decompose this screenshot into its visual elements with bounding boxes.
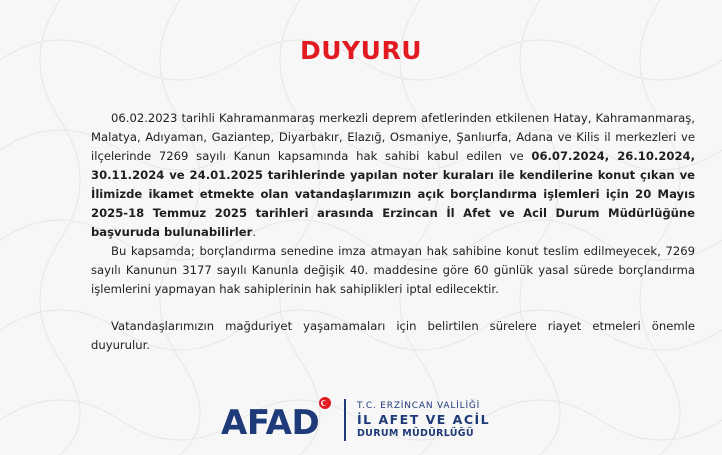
turkish-flag-icon [319,397,331,409]
paragraph-1-bold-details: 06.07.2024, 26.10.2024, 30.11.2024 ve 24.01.2025 tarihlerinde yapılan noter kuraları ile kendilerine konut çıkan ve İlimizde ikamet etmekte olan vatandaşlarımızın açık borçlandırma işlemleri için 20 Mayıs 2025-18 Temmuz 2025 tarihleri arasında Erzincan İl Afet ve Acil Durum Müdürlüğüne başvuruda bulunabilirler [91,149,695,239]
announcement-paragraph-2 [91,242,695,299]
paragraph-1-intro: 06.02.2023 tarihli Kahramanmaraş merkezli deprem afetlerinden etkilenen Hatay, Kahramanmaraş, Malatya, Adıyaman, Gaziantep, Diyarbakır, Elazığ, Osmaniye, Şanlıurfa, Adana ve Kilis il merkezleri ve ilçelerinde 7269 sayılı Kanun kapsamında hak sahibi kabul edilen ve [91,111,695,163]
paragraph-3-text: Vatandaşlarımızın mağduriyet yaşamamaları için belirtilen sürelere riayet etmeleri önemle duyurulur. [91,319,695,352]
announcement-title: DUYURU [299,36,422,65]
footer-signature [0,393,722,445]
institution-governorship: T.C. ERZİNCAN VALİLİĞİ [357,401,481,411]
announcement-paragraph-3 [91,317,695,355]
afad-logo-text: AFAD [221,403,320,443]
institution-name-line-1: İL AFET VE ACİL [357,412,491,427]
paragraph-1-end: . [252,225,257,239]
institution-name-line-2: DURUM MÜDÜRLÜĞÜ [357,428,474,439]
announcement-paragraph-1 [91,109,695,242]
afad-logo [221,397,333,441]
footer-divider [344,399,346,441]
paragraph-2-text: Bu kapsamda; borçlandırma senedine imza atmayan hak sahibine konut teslim edilmeyecek, 7269 sayılı Kanunun 3177 sayılı Kanunla değişik 40. maddesine göre 60 günlük yasal sürede borçlandırma işlemlerini yapmayan hak sahiplerinin hak sahiplikleri iptal edilecektir. [91,244,695,296]
